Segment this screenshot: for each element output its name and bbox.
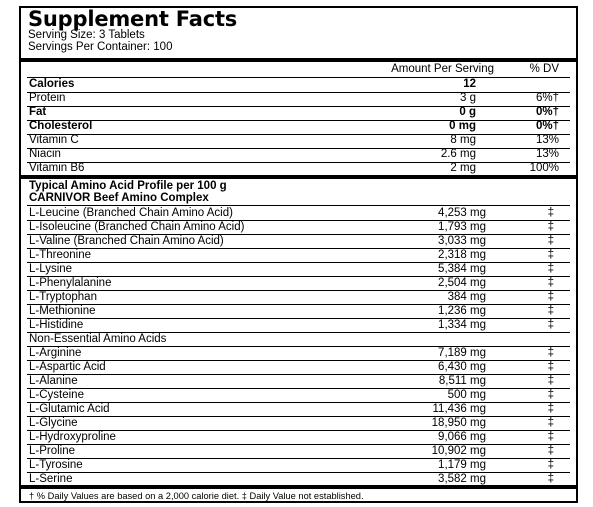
serving-size: Serving Size: 3 Tablets	[28, 29, 145, 41]
amino-name: L-Tryptophan	[29, 291, 97, 303]
dv-not-established-mark: ‡	[547, 473, 554, 485]
dv-not-established-mark: ‡	[547, 375, 554, 387]
amino-row	[27, 472, 570, 486]
profile-subtitle: CARNIVOR Beef Amino Complex	[29, 192, 209, 204]
amino-name: L-Arginine	[29, 347, 82, 359]
nutrient-dv: 6%†	[535, 92, 559, 104]
amino-amount: 10,902 mg	[431, 445, 486, 457]
amino-amount: 500 mg	[447, 389, 486, 401]
dv-not-established-mark: ‡	[547, 459, 554, 471]
nutrient-row	[27, 92, 570, 106]
nutrient-row	[27, 106, 570, 120]
nutrient-name: Cholesterol	[29, 120, 93, 132]
dv-not-established-mark: ‡	[547, 235, 554, 247]
dv-not-established-mark: ‡	[547, 431, 554, 443]
dv-not-established-mark: ‡	[547, 277, 554, 289]
dv-not-established-mark: ‡	[547, 319, 554, 331]
amino-row	[27, 416, 570, 430]
column-header-row	[27, 63, 570, 77]
amino-name: L-Threonine	[29, 249, 92, 261]
amino-row	[27, 248, 570, 262]
amino-name: L-Proline	[29, 445, 76, 457]
dv-not-established-mark: ‡	[547, 403, 554, 415]
amino-amount: 4,253 mg	[438, 207, 486, 219]
amount-header: Amount Per Serving	[391, 63, 494, 75]
amino-amount: 3,582 mg	[438, 473, 486, 485]
amino-name: L-Leucine (Branched Chain Amino Acid)	[29, 207, 233, 219]
dv-not-established-mark: ‡	[547, 221, 554, 233]
nutrient-amount: 3 g	[460, 92, 476, 104]
amino-row	[27, 458, 570, 472]
amino-name: L-Methionine	[29, 305, 96, 317]
non-essential-header-row	[27, 332, 570, 346]
dv-not-established-mark: ‡	[547, 417, 554, 429]
amino-row	[27, 262, 570, 276]
nutrient-dv: 100%	[529, 162, 559, 174]
dv-not-established-mark: ‡	[547, 249, 554, 261]
amino-row	[27, 430, 570, 444]
dv-not-established-mark: ‡	[547, 445, 554, 457]
dv-header: % DV	[529, 63, 559, 75]
nutrient-name: Calories	[29, 78, 75, 90]
nutrient-amount: 2 mg	[450, 162, 476, 174]
nutrient-row	[27, 162, 570, 176]
nutrient-name: Fat	[29, 106, 47, 118]
nutrient-dv: 0%†	[535, 120, 559, 132]
dv-not-established-mark: ‡	[547, 389, 554, 401]
servings-per-container: Servings Per Container: 100	[28, 41, 173, 53]
amino-amount: 18,950 mg	[431, 417, 486, 429]
nutrient-name: Vitamin C	[29, 134, 79, 146]
amino-name: L-Histidine	[29, 319, 84, 331]
amino-name: L-Lysine	[29, 263, 73, 275]
amino-amount: 9,066 mg	[438, 431, 486, 443]
amino-name: L-Serine	[29, 473, 73, 485]
panel-title: Supplement Facts	[28, 7, 238, 31]
amino-row	[27, 402, 570, 416]
nutrient-name: Niacin	[29, 148, 61, 160]
amino-row	[27, 318, 570, 332]
amino-amount: 384 mg	[447, 291, 486, 303]
nutrient-amount: 0 g	[459, 106, 476, 118]
amino-amount: 5,384 mg	[438, 263, 486, 275]
nutrient-row	[27, 120, 570, 134]
amino-row	[27, 360, 570, 374]
footnote: † % Daily Values are based on a 2,000 calorie diet. ‡ Daily Value not established.	[29, 491, 364, 501]
amino-name: L-Isoleucine (Branched Chain Amino Acid)	[29, 221, 245, 233]
thick-rule-middle	[21, 175, 576, 179]
dv-not-established-mark: ‡	[547, 305, 554, 317]
amino-row	[27, 220, 570, 234]
nutrient-dv: 13%	[535, 148, 559, 160]
amino-name: L-Aspartic Acid	[29, 361, 106, 373]
dv-not-established-mark: ‡	[547, 207, 554, 219]
amino-name: L-Glutamic Acid	[29, 403, 110, 415]
profile-title: Typical Amino Acid Profile per 100 g	[29, 180, 227, 192]
amino-row	[27, 290, 570, 304]
nutrient-dv: 0%†	[535, 106, 559, 118]
dv-not-established-mark: ‡	[547, 263, 554, 275]
nutrient-amount: 12	[463, 78, 476, 90]
amino-name: L-Tyrosine	[29, 459, 83, 471]
dv-not-established-mark: ‡	[547, 291, 554, 303]
nutrient-amount: 2.6 mg	[440, 148, 476, 160]
nutrient-amount: 0 mg	[449, 120, 476, 132]
supplement-facts-panel	[19, 6, 578, 503]
amino-amount: 11,436 mg	[432, 403, 486, 415]
non-essential-header: Non-Essential Amino Acids	[29, 333, 167, 345]
amino-amount: 1,236 mg	[438, 305, 486, 317]
amino-row	[27, 304, 570, 318]
nutrient-name: Vitamin B6	[29, 162, 85, 174]
amino-row	[27, 346, 570, 360]
amino-row	[27, 444, 570, 458]
amino-amount: 3,033 mg	[438, 235, 486, 247]
amino-amount: 1,179 mg	[438, 459, 486, 471]
amino-name: L-Glycine	[29, 417, 78, 429]
amino-amount: 8,511 mg	[438, 375, 486, 387]
nutrient-dv: 13%	[535, 134, 559, 146]
amino-name: L-Phenylalanine	[29, 277, 112, 289]
amino-name: L-Hydroxyproline	[29, 431, 116, 443]
nutrient-row	[27, 134, 570, 148]
thick-rule-bottom	[21, 485, 576, 489]
dv-not-established-mark: ‡	[547, 361, 554, 373]
amino-name: L-Cysteine	[29, 389, 84, 401]
amino-name: L-Valine (Branched Chain Amino Acid)	[29, 235, 224, 247]
amino-row	[27, 234, 570, 248]
thick-rule-top	[21, 58, 576, 62]
amino-amount: 1,793 mg	[438, 221, 486, 233]
dv-not-established-mark: ‡	[547, 347, 554, 359]
nutrient-row	[27, 78, 570, 92]
amino-name: L-Alanine	[29, 375, 78, 387]
amino-row	[27, 374, 570, 388]
amino-amount: 7,189 mg	[438, 347, 486, 359]
amino-row	[27, 206, 570, 220]
amino-amount: 1,334 mg	[438, 319, 486, 331]
amino-row	[27, 388, 570, 402]
nutrient-name: Protein	[29, 92, 66, 104]
amino-amount: 2,504 mg	[438, 277, 486, 289]
amino-amount: 2,318 mg	[438, 249, 486, 261]
nutrient-amount: 8 mg	[450, 134, 476, 146]
nutrient-row	[27, 148, 570, 162]
amino-amount: 6,430 mg	[438, 361, 486, 373]
amino-row	[27, 276, 570, 290]
